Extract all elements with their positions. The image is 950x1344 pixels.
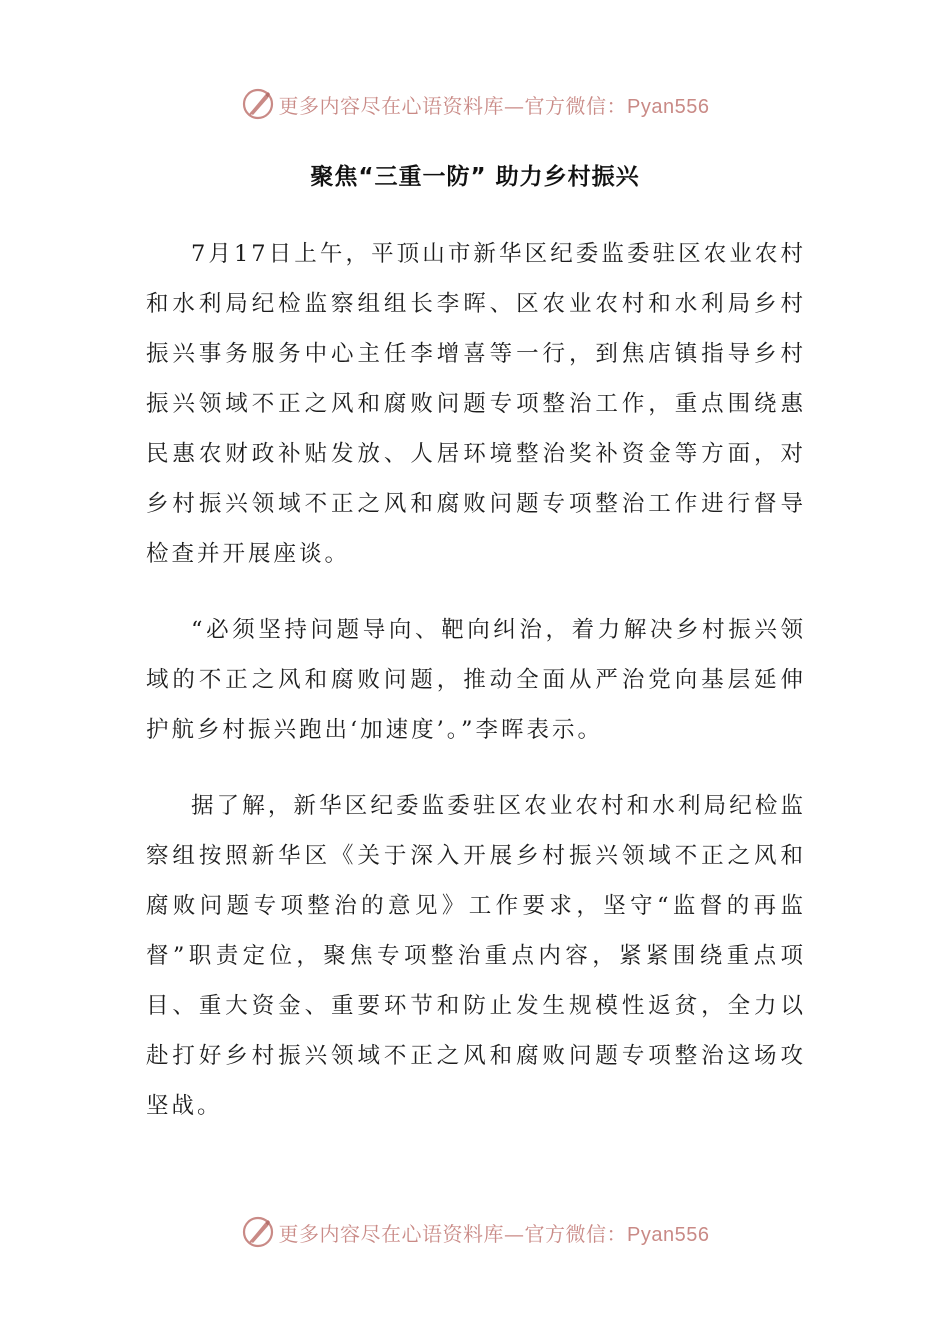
article-body	[146, 229, 806, 1157]
quill-pen-logo-icon	[241, 1215, 275, 1249]
watermark-label: 更多内容尽在心语资料库—官方微信：	[278, 1221, 628, 1246]
paragraph: 7月17日上午，平顶山市新华区纪委监委驻区农业农村和水利局纪检监察组组长李晖、区农业农村和水利局乡村振兴事务服务中心主任李增喜等一行，到焦店镇指导乡村振兴领域不正之风和腐败问题专项整治工作，重点围绕惠民惠农财政补贴发放、人居环境整治奖补资金等方面，对乡村振兴领域不正之风和腐败问题专项整治工作进行督导检查并开展座谈。	[146, 241, 806, 567]
article-title: 聚焦“三重一防” 助力乡村振兴	[310, 164, 640, 190]
paragraph: “必须坚持问题导向、靶向纠治，着力解决乡村振兴领域的不正之风和腐败问题，推动全面从严治党向基层延伸护航乡村振兴跑出‘加速度’。”李晖表示。	[146, 617, 806, 743]
watermark-label: 更多内容尽在心语资料库—官方微信：	[278, 93, 628, 118]
quill-pen-logo-icon	[241, 87, 275, 121]
watermark-handle: Pyan556	[627, 1223, 710, 1246]
watermark-handle: Pyan556	[627, 95, 710, 118]
paragraph: 据了解，新华区纪委监委驻区农业农村和水利局纪检监察组按照新华区《关于深入开展乡村振兴领域不正之风和腐败问题专项整治的意见》工作要求，坚守“监督的再监督”职责定位，聚焦专项整治重点内容，紧紧围绕重点项目、重大资金、重要环节和防止发生规模性返贫，全力以赴打好乡村振兴领域不正之风和腐败问题专项整治这场攻坚战。	[146, 793, 806, 1119]
footer-watermark	[0, 1212, 950, 1252]
header-watermark	[0, 84, 950, 124]
watermark-text	[279, 1218, 710, 1247]
watermark-text	[279, 90, 710, 119]
